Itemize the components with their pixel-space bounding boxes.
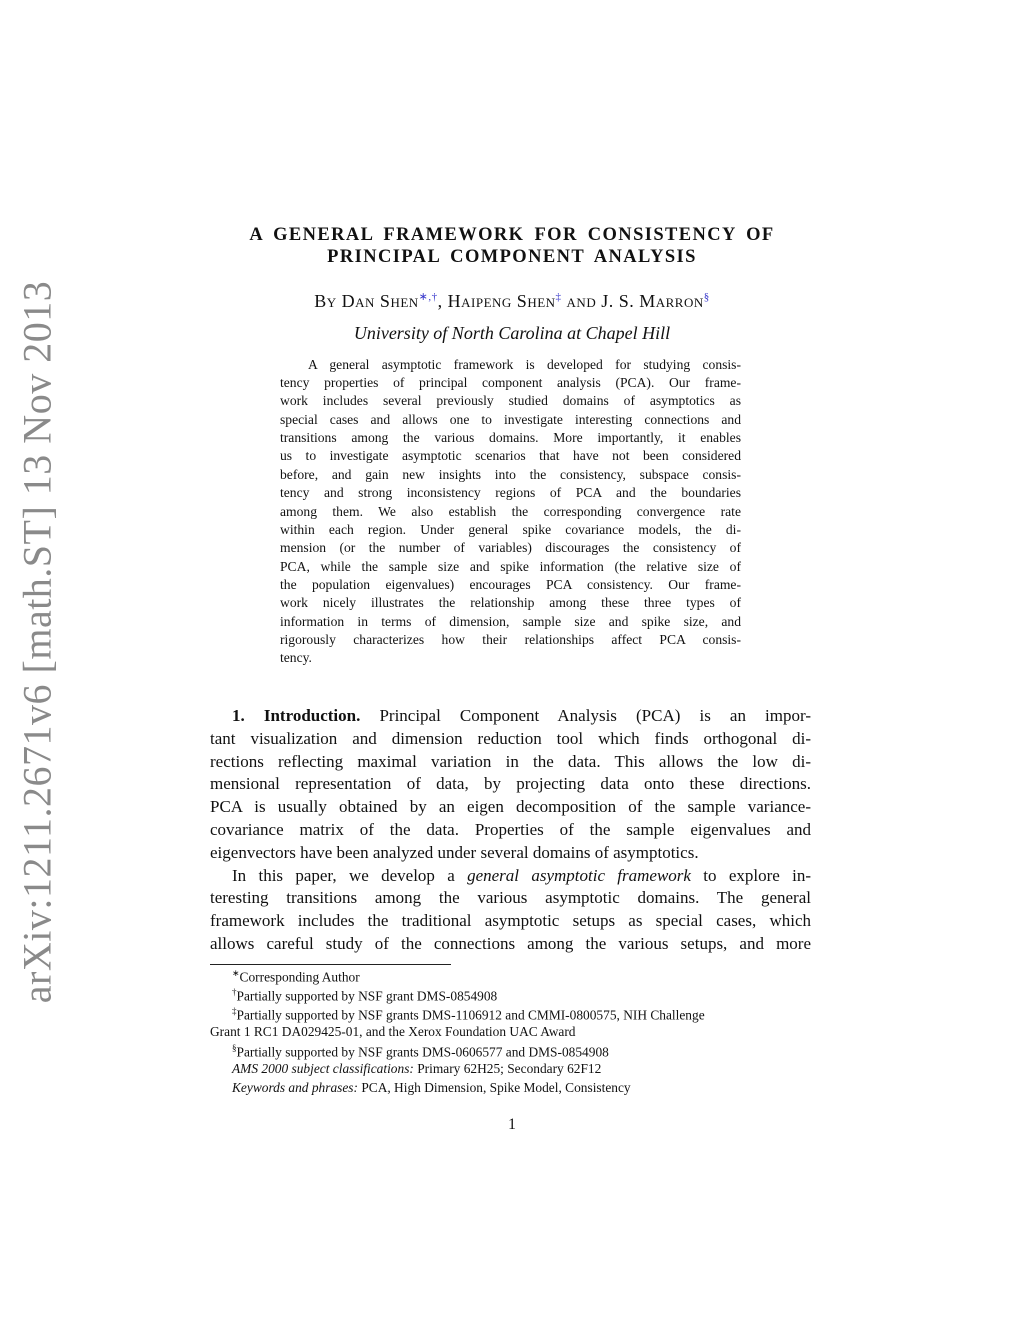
footnote [232, 968, 360, 985]
title-line-1: A GENERAL FRAMEWORK FOR CONSISTENCY OF [249, 225, 775, 245]
footnote [232, 1006, 705, 1023]
authors [0, 290, 1024, 312]
body-line: allows careful study of the connections among the various setups, and more [210, 934, 811, 953]
keywords [232, 1080, 631, 1096]
abstract-line: special cases and allows one to investigate interesting connections and [280, 412, 741, 427]
footnote-rule [210, 964, 451, 965]
arxiv-stamp: arXiv:1211.2671v6 [math.ST] 13 Nov 2013 [14, 280, 60, 1004]
affiliation: University of North Carolina at Chapel Hill [353, 323, 671, 343]
author-name: J. S. Marron [601, 291, 704, 311]
abstract-line: within each region. Under general spike covariance models, the di- [280, 522, 741, 537]
by-label: By [314, 291, 337, 311]
author-name: Dan Shen [341, 291, 419, 311]
footnote-link[interactable]: ∗,† [418, 291, 438, 303]
separator: , [437, 291, 443, 311]
footnote-link[interactable]: § [703, 291, 710, 303]
ams-label: AMS 2000 subject classifications: [232, 1061, 414, 1076]
footnote-mark: † [232, 987, 237, 997]
abstract-line: work includes several previously studied domains of asymptotics as [280, 393, 741, 408]
footnote [232, 1043, 609, 1060]
keywords-value: PCA, High Dimension, Spike Model, Consistency [357, 1080, 631, 1095]
keywords-label: Keywords and phrases: [232, 1080, 358, 1095]
body-text: to explore in- [690, 866, 811, 885]
abstract-line: work nicely illustrates the relationship among these three types of [280, 595, 741, 610]
ams-value: Primary 62H25; Secondary 62F12 [413, 1061, 602, 1076]
abstract-line: tency properties of principal component analysis (PCA). Our frame- [280, 375, 741, 390]
body-text: Principal Component Analysis (PCA) is an impor- [360, 706, 811, 725]
body-line: rections reflecting maximal variation in the data. This allows the low di- [210, 752, 811, 771]
footnote-text: Partially supported by NSF grants DMS-0606577 and DMS-0854908 [236, 1044, 609, 1060]
abstract-line: tency and strong inconsistency regions of PCA and the boundaries [280, 485, 741, 500]
footnote-mark: § [232, 1043, 237, 1053]
body-line: teresting transitions among the various asymptotic domains. The general [210, 888, 811, 907]
ams-classification [232, 1061, 601, 1077]
abstract-line: tency. [280, 650, 312, 665]
footnote-text: Partially supported by NSF grant DMS-0854908 [236, 988, 498, 1004]
section-heading: 1. Introduction. [232, 706, 361, 725]
footnote-mark: ∗ [232, 968, 240, 978]
emphasis-text: general asymptotic framework [467, 866, 691, 885]
footnote-continuation: Grant 1 RC1 DA029425-01, and the Xerox Foundation UAC Award [210, 1024, 576, 1039]
page-number: 1 [508, 1116, 516, 1133]
abstract-line: the population eigenvalues) encourages PCA consistency. Our frame- [280, 577, 741, 592]
footnote-mark: ‡ [232, 1006, 237, 1016]
body-line: PCA is usually obtained by an eigen decomposition of the sample variance- [210, 797, 811, 816]
abstract-line: rigorously characterizes how their relationships affect PCA consis- [280, 632, 741, 647]
body-line [232, 706, 811, 726]
footnote [232, 987, 497, 1004]
body-line: covariance matrix of the data. Properties of the sample eigenvalues and [210, 820, 811, 839]
abstract-line: transitions among the various domains. More importantly, it enables [280, 430, 741, 445]
abstract-line: mension (or the number of variables) discourages the consistency of [280, 540, 741, 555]
abstract-line: among them. We also establish the corresponding convergence rate [280, 504, 741, 519]
abstract-line: information in terms of dimension, sample size and spike size, and [280, 614, 741, 629]
and-label: and [566, 291, 597, 311]
author-name: Haipeng Shen [447, 291, 556, 311]
body-text: In this paper, we develop a [232, 866, 468, 885]
abstract-line: before, and gain new insights into the consistency, subspace consis- [280, 467, 741, 482]
abstract-line: PCA, while the sample size and spike information (the relative size of [280, 559, 741, 574]
footnote-link[interactable]: ‡ [555, 291, 562, 303]
body-line: framework includes the traditional asymptotic setups as special cases, which [210, 911, 811, 930]
body-line: eigenvectors have been analyzed under several domains of asymptotics. [210, 843, 699, 862]
title-line-2: PRINCIPAL COMPONENT ANALYSIS [327, 247, 697, 267]
abstract-line: us to investigate asymptotic scenarios that have not been considered [280, 448, 741, 463]
body-line: mensional representation of data, by projecting data onto these directions. [210, 774, 811, 793]
body-line [232, 866, 811, 886]
footnote-text: Partially supported by NSF grants DMS-1106912 and CMMI-0800575, NIH Challenge [236, 1007, 705, 1023]
body-line: tant visualization and dimension reduction tool which finds orthogonal di- [210, 729, 811, 748]
abstract-line: A general asymptotic framework is developed for studying consis- [308, 357, 741, 372]
footnote-text: Corresponding Author [239, 969, 360, 985]
